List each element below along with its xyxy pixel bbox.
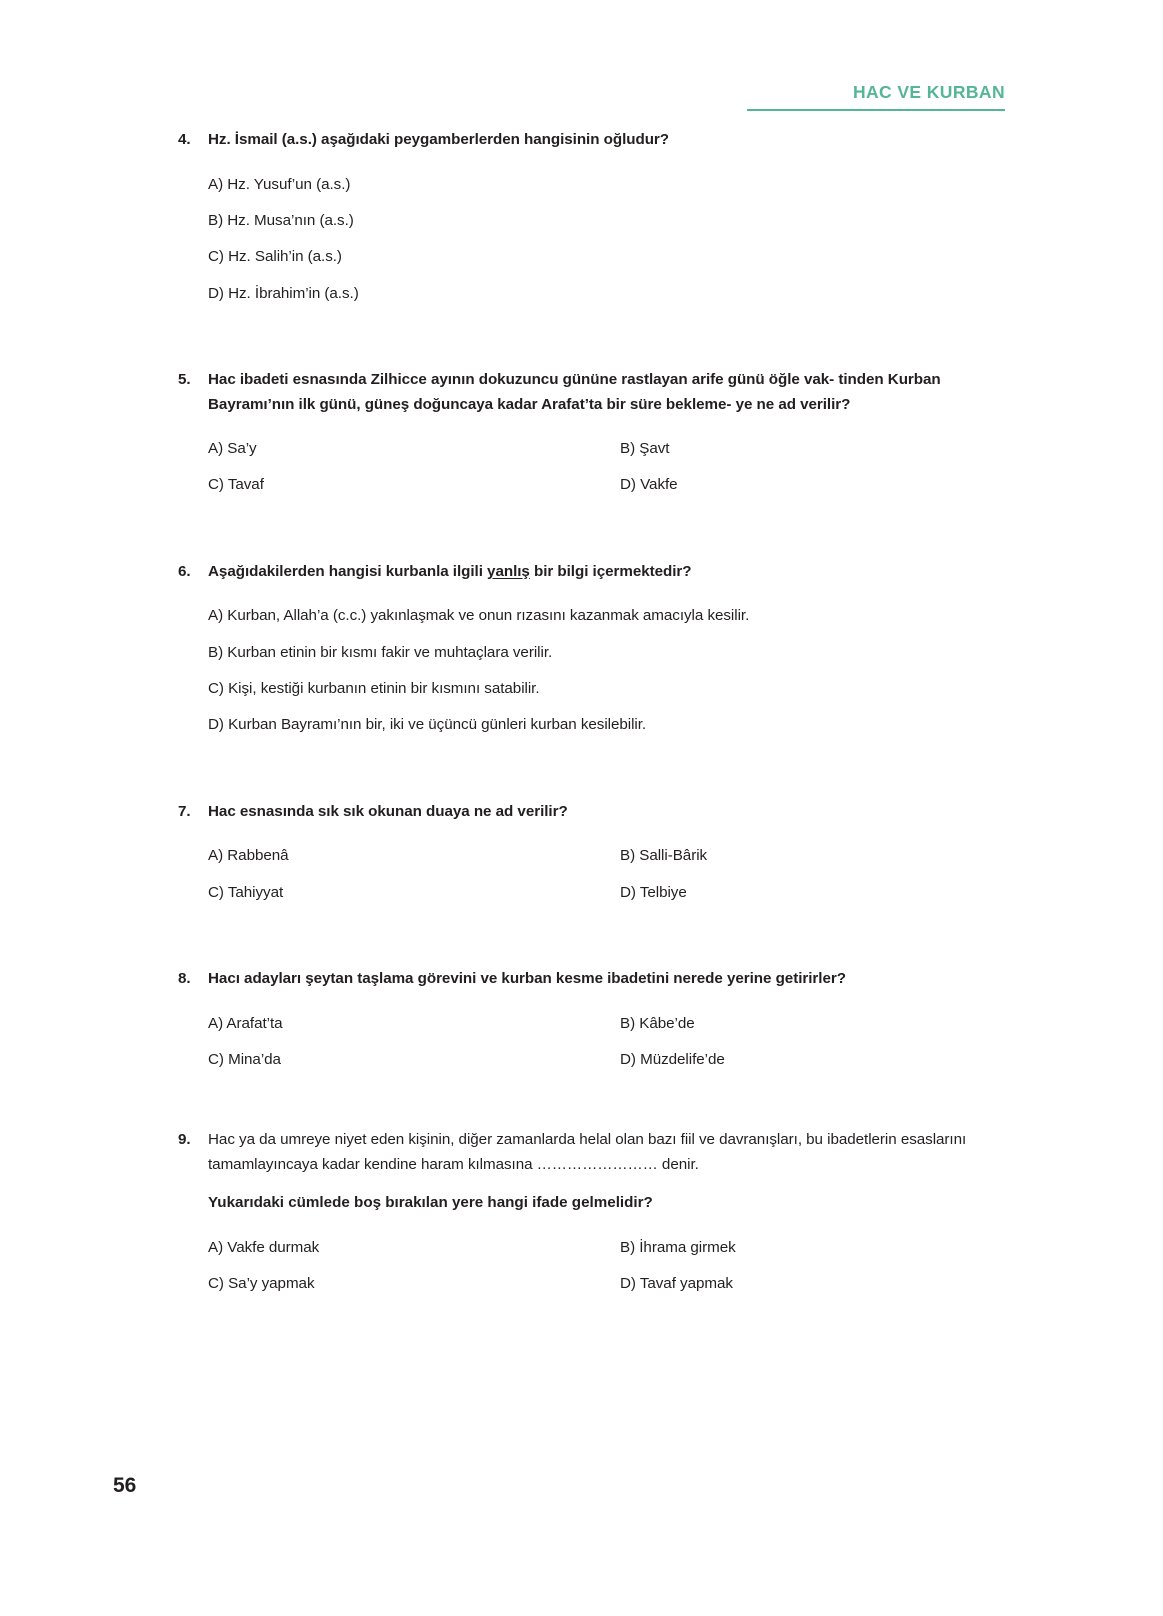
question-4: [178, 128, 1010, 312]
question-4-number: 4.: [178, 131, 191, 148]
question-6-emphasis: yanlış: [487, 562, 530, 580]
question-9: [178, 1128, 1010, 1303]
page-header: [585, 84, 1005, 111]
option-row: [208, 875, 1010, 911]
option-c[interactable]: C) Tahiyyat: [208, 883, 284, 901]
option-d[interactable]: D) Müzdelife’de: [620, 1050, 725, 1068]
header-rule: [747, 109, 1005, 111]
question-8-text: Hacı adayları şeytan taşlama görevini ve kurban kesme ibadetini nerede yerine getirirler?: [208, 969, 846, 987]
option-row: [208, 1230, 1010, 1266]
option-a[interactable]: A) Arafat’ta: [208, 1014, 283, 1032]
question-5-text-line-1: Hac ibadeti esnasında Zilhicce ayının dokuzuncu gününe rastlayan arife günü öğle vak-: [208, 370, 835, 388]
option-row: [208, 431, 1010, 467]
question-8-options: [208, 1006, 1010, 1079]
question-5-options: [208, 431, 1010, 504]
question-5-number: 5.: [178, 370, 191, 388]
option-row: [208, 635, 1010, 671]
spacer: [178, 312, 1010, 368]
option-b[interactable]: B) Şavt: [620, 440, 670, 458]
question-5-text-line-2: tinden Kurban Bayramı’nın ilk günü, güneş doğuncaya kadar Arafat’ta bir süre bekleme-: [208, 370, 941, 413]
option-row: [208, 239, 1010, 275]
question-9-text-line-1: Hac ya da umreye niyet eden kişinin, diğer zamanlarda helal olan bazı fiil ve davranışları, bu: [208, 1131, 823, 1149]
question-6-options: [208, 598, 1010, 743]
option-c[interactable]: C) Mina’da: [208, 1050, 281, 1068]
question-8-number: 8.: [178, 969, 191, 987]
option-a[interactable]: A) Rabbenâ: [208, 847, 289, 865]
question-7-heading: [178, 800, 1010, 825]
option-row: [208, 167, 1010, 203]
question-8-heading: [178, 967, 1010, 992]
option-b[interactable]: B) Salli-Bârik: [620, 847, 708, 865]
chapter-title: HAC VE KURBAN: [852, 82, 1005, 102]
option-row: [208, 1042, 1010, 1078]
option-row: [208, 671, 1010, 707]
question-4-heading: [178, 128, 1010, 153]
question-9-subtitle: Yukarıdaki cümlede boş bırakılan yere hangi ifade gelmelidir?: [208, 1194, 653, 1212]
question-8: [178, 967, 1010, 1078]
question-6-number: 6.: [178, 562, 191, 580]
option-row: [208, 1266, 1010, 1302]
option-c[interactable]: C) Kişi, kestiği kurbanın etinin bir kısmını satabilir.: [208, 680, 540, 697]
option-b[interactable]: B) Kurban etinin bir kısmı fakir ve muhtaçlara verilir.: [208, 643, 553, 661]
question-9-text: [208, 1128, 1010, 1177]
option-d[interactable]: D) Kurban Bayramı’nın bir, iki ve üçüncü günleri kurban kesilebilir.: [208, 716, 647, 734]
question-4-text: Hz. İsmail (a.s.) aşağıdaki peygamberlerden hangisinin oğludur?: [208, 131, 670, 148]
option-c[interactable]: C) Tavaf: [208, 476, 264, 494]
question-5-heading: [178, 368, 1010, 417]
option-d[interactable]: D) Hz. İbrahim’in (a.s.): [208, 284, 359, 302]
option-row: [208, 467, 1010, 503]
option-a[interactable]: A) Sa’y: [208, 440, 257, 458]
question-6-text: [208, 560, 1010, 585]
option-d[interactable]: D) Vakfe: [620, 476, 678, 494]
question-6: [178, 560, 1010, 744]
question-5-text-line-3: ye ne ad verilir?: [735, 395, 851, 413]
option-a[interactable]: A) Vakfe durmak: [208, 1239, 320, 1256]
option-a[interactable]: A) Hz. Yusuf’un (a.s.): [208, 175, 351, 193]
spacer: [178, 1078, 1010, 1128]
option-row: [208, 203, 1010, 239]
question-9-heading: [178, 1128, 1010, 1177]
spacer: [178, 504, 1010, 560]
questions-container: [178, 128, 1010, 1303]
question-5: [178, 368, 1010, 504]
question-7-options: [208, 838, 1010, 911]
question-6-heading: [178, 560, 1010, 585]
option-row: [208, 838, 1010, 874]
question-9-options: [208, 1230, 1010, 1303]
question-7-text: Hac esnasında sık sık okunan duaya ne ad verilir?: [208, 802, 568, 820]
option-c[interactable]: C) Sa’y yapmak: [208, 1275, 315, 1293]
question-7-number: 7.: [178, 802, 191, 820]
option-b[interactable]: B) Hz. Musa’nın (a.s.): [208, 211, 354, 229]
page-number: 56: [113, 1474, 137, 1497]
option-row: [208, 276, 1010, 312]
option-row: [208, 1006, 1010, 1042]
question-6-text-before: Aşağıdakilerden hangisi kurbanla ilgili: [208, 562, 488, 580]
option-c[interactable]: C) Hz. Salih’in (a.s.): [208, 248, 342, 266]
question-5-text: [208, 368, 1010, 417]
option-row: [208, 598, 1010, 634]
option-a[interactable]: A) Kurban, Allah’a (c.c.) yakınlaşmak ve onun rızasını kazanmak amacıyla kesilir.: [208, 607, 750, 625]
option-b[interactable]: B) Kâbe’de: [620, 1014, 695, 1032]
option-d[interactable]: D) Tavaf yapmak: [620, 1275, 733, 1293]
spacer: [178, 911, 1010, 967]
spacer: [178, 744, 1010, 800]
option-b[interactable]: B) İhrama girmek: [620, 1239, 736, 1256]
question-7: [178, 800, 1010, 911]
option-d[interactable]: D) Telbiye: [620, 883, 687, 901]
option-row: [208, 707, 1010, 743]
question-9-text-line-2: ibadetlerin esaslarını tamamlayıncaya kadar kendine haram kılmasına …………………… denir.: [208, 1131, 967, 1173]
question-9-number: 9.: [178, 1131, 191, 1149]
question-4-options: [208, 167, 1010, 312]
question-6-text-after: bir bilgi içermektedir?: [529, 562, 692, 580]
